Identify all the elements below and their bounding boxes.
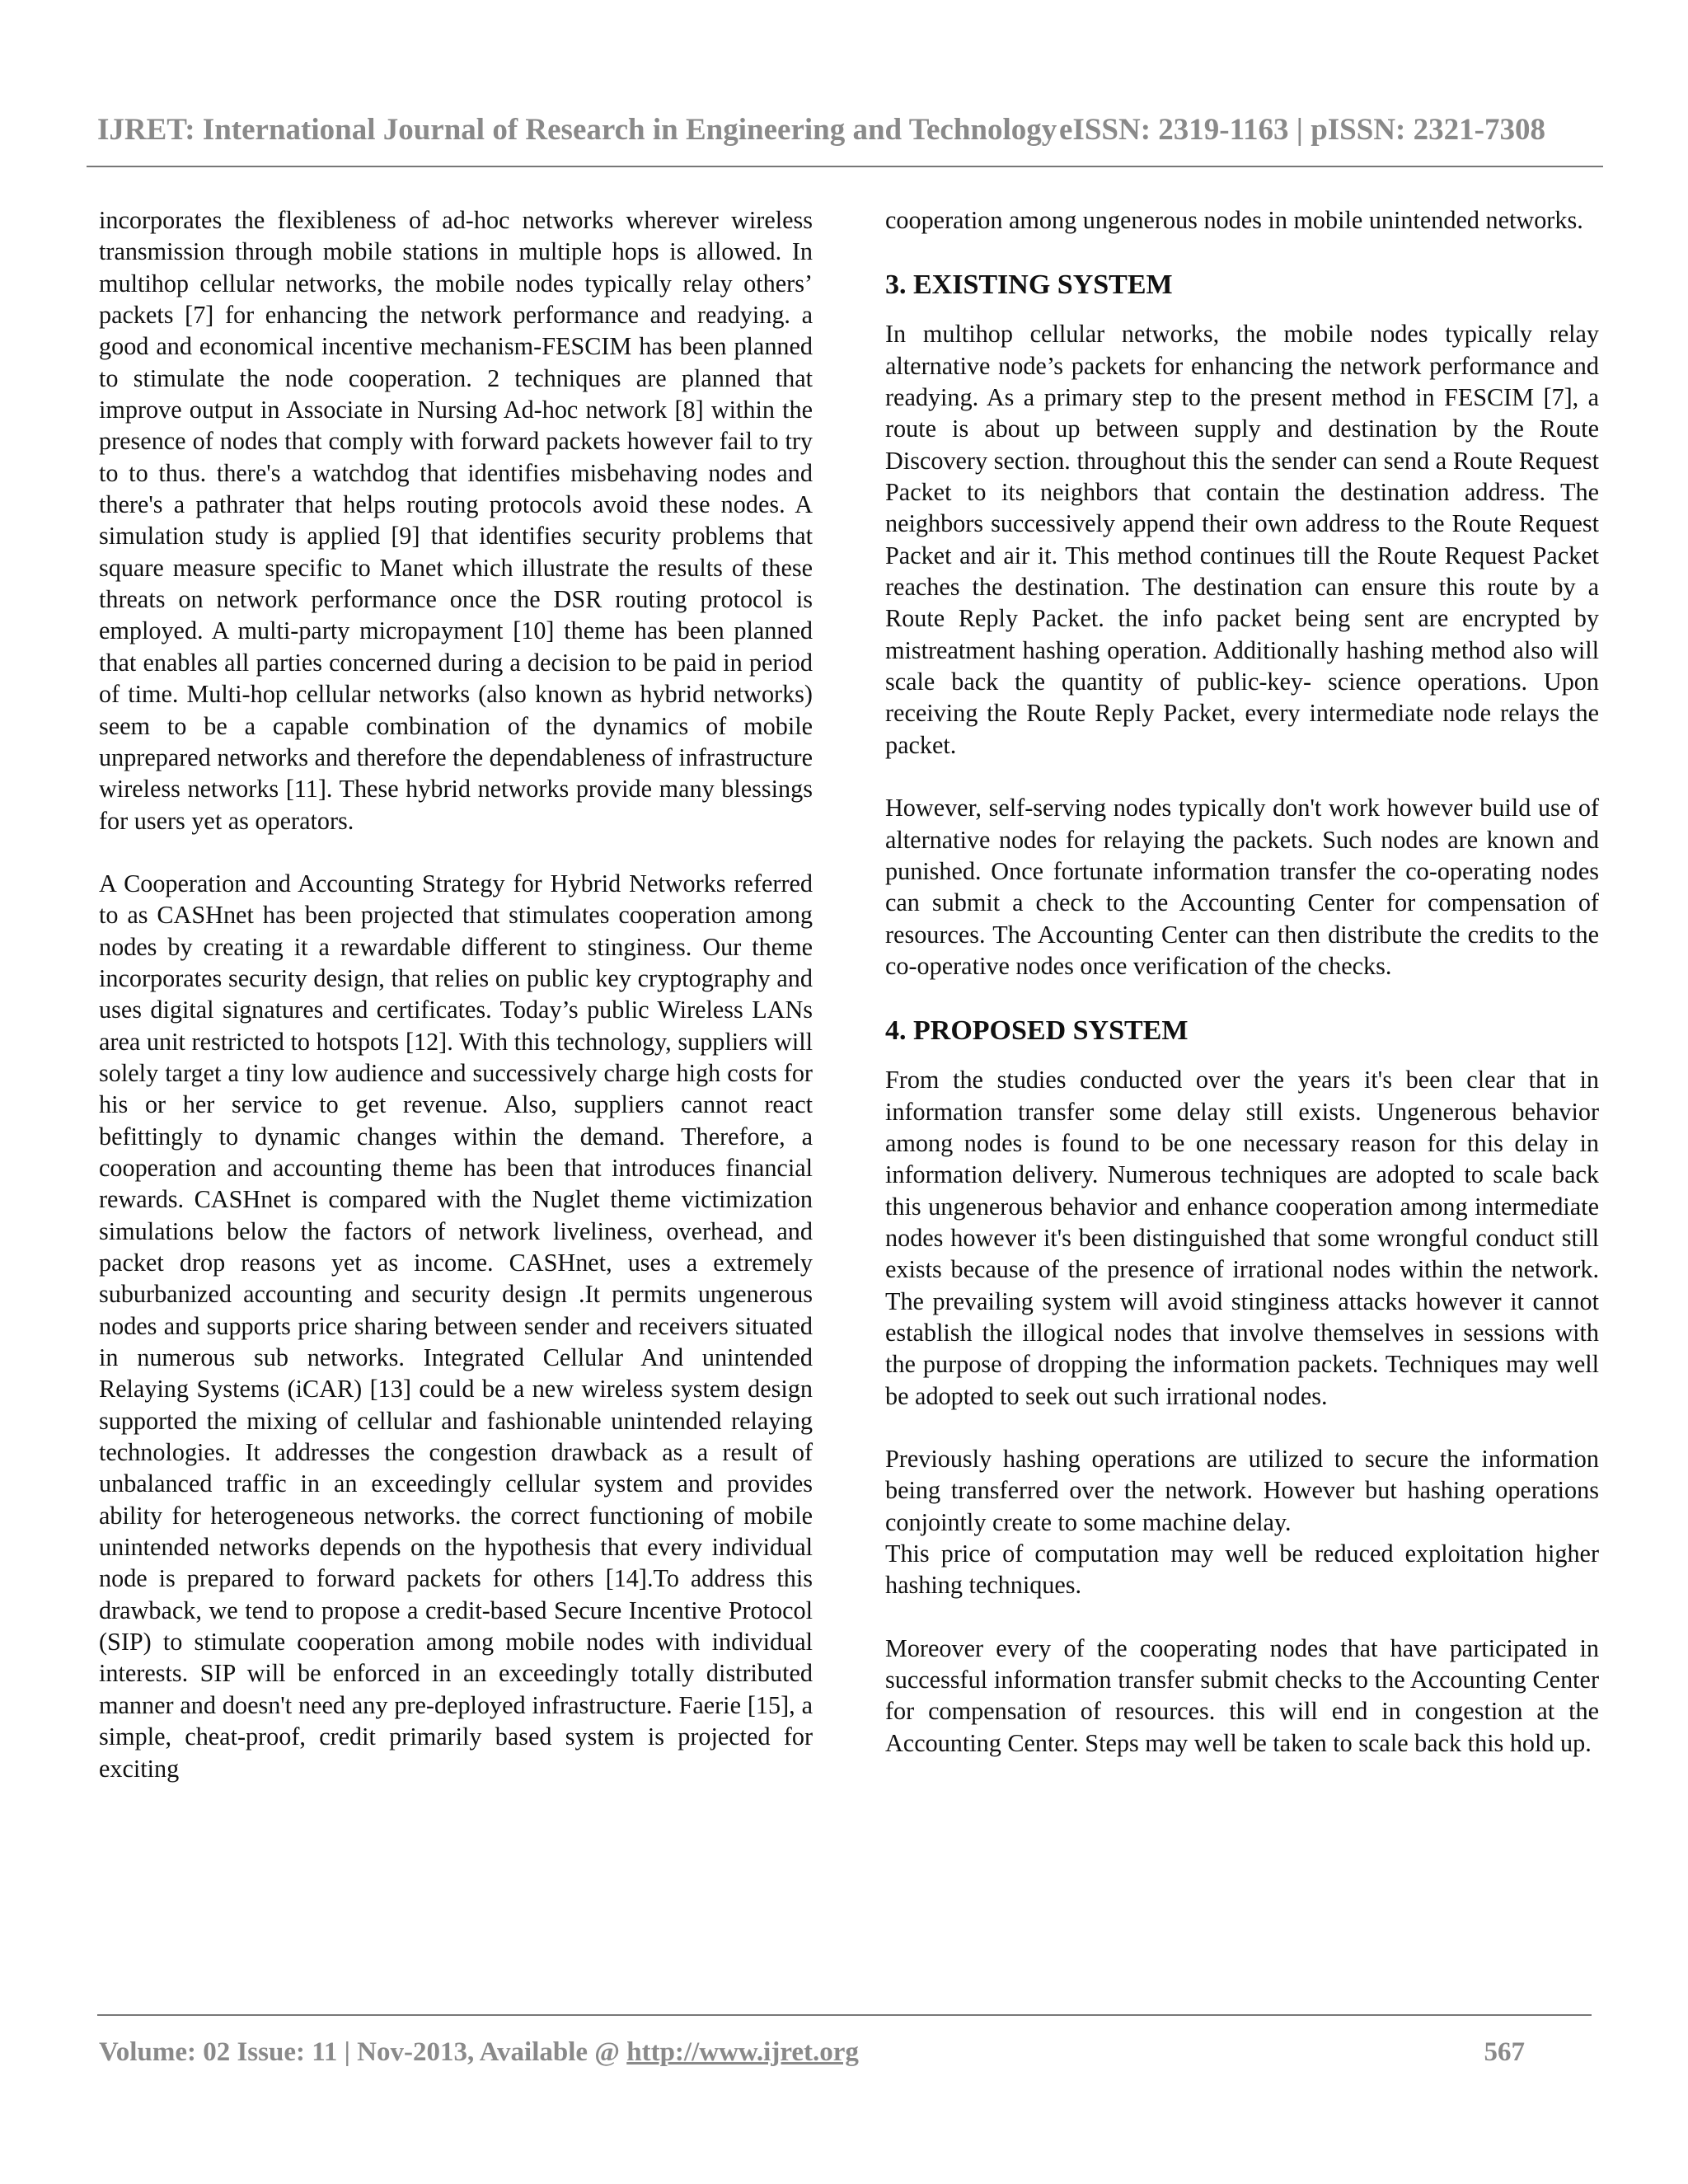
header-divider: [87, 166, 1603, 167]
body-paragraph: However, self-serving nodes typically don't work however build use of alternative nodes for relaying the packets. Such nodes are known and punished. Once fortunate information transfer the co-operating nodes can submit a check to the Accounting Center for compensation of resources. The Accounting Center can then distribute the credits to the co-operative nodes once verification of the checks.: [885, 794, 1599, 980]
page-number: 567: [1484, 2037, 1525, 2067]
footer-divider: [97, 2014, 1592, 2016]
section-heading-proposed-system: 4. PROPOSED SYSTEM: [885, 1015, 1189, 1047]
page-footer: [99, 2037, 1525, 2068]
right-column: [885, 204, 1599, 1759]
left-column: [99, 204, 813, 1784]
body-paragraph: In multihop cellular networks, the mobile nodes typically relay alternative node’s packets for enhancing the network performance and readying. As a primary step to the present method in FESCIM [7], a route is about up between supply and destination by the Route Discovery section. throughout this the sender can send a Route Request Packet to its neighbors that contain the destination address. The neighbors successively append their own address to the Route Request Packet and air it. This method continues till the Route Request Packet reaches the destination. The destination can ensure this route by a Route Reply Packet. the info packet being sent are encrypted by mistreatment hashing operation. Additionally hashing method also will scale back the quantity of public-key- science operations. Upon receiving the Route Reply Packet, every intermediate node relays the packet.: [885, 320, 1599, 759]
body-paragraph: cooperation among ungenerous nodes in mobile unintended networks.: [885, 206, 1583, 234]
body-paragraph: Previously hashing operations are utilized to secure the information being transferred over the network. However but hashing operations conjointly create to some machine delay.: [885, 1445, 1599, 1536]
body-paragraph: incorporates the flexibleness of ad-hoc networks wherever wireless transmission through mobile stations in multiple hops is allowed. In multihop cellular networks, the mobile nodes typically relay others’ packets [7] for enhancing the network performance and readying. a good and economical incentive mechanism-FESCIM has been planned to stimulate the node cooperation. 2 techniques are planned that improve output in Associate in Nursing Ad-hoc network [8] within the presence of nodes that comply with forward packets however fail to try to to thus. there's a watchdog that identifies misbehaving nodes and there's a pathrater that helps routing protocols avoid these nodes. A simulation study is applied [9] that identifies security problems that square measure specific to Manet which illustrate the results of these threats on network performance once the DSR routing protocol is employed. A multi-party micropayment [10] theme has been planned that enables all parties concerned during a decision to be paid in period of time. Multi-hop cellular networks (also known as hybrid networks) seem to be a capable combination of the dynamics of mobile unprepared networks and therefore the dependableness of infrastructure wireless networks [11]. These hybrid networks provide many blessings for users yet as operators.: [99, 206, 813, 835]
body-paragraph: Moreover every of the cooperating nodes that have participated in successful information transfer submit checks to the Accounting Center for compensation of resources. this will end in congestion at the Accounting Center. Steps may well be taken to scale back this hold up.: [885, 1633, 1599, 1757]
journal-link[interactable]: http://www.ijret.org: [626, 2037, 859, 2067]
issn-info: eISSN: 2319-1163 | pISSN: 2321-7308: [1059, 113, 1545, 147]
volume-info: Volume: 02 Issue: 11 | Nov-2013, Available @: [99, 2037, 627, 2067]
body-paragraph: This price of computation may well be reduced exploitation higher hashing techniques.: [885, 1540, 1599, 1600]
journal-title: IJRET: International Journal of Research in Engineering and Technology: [97, 113, 1057, 147]
body-paragraph: From the studies conducted over the years it's been clear that in information transfer some delay still exists. Ungenerous behavior among nodes is found to be one necessary reason for this delay in information delivery. Numerous techniques are adopted to scale back this ungenerous behavior and enhance cooperation among intermediate nodes however it's been distinguished that some wrongful conduct still exists because of the presence of irrational nodes within the network. The prevailing system will avoid stinginess attacks however it cannot establish the illogical nodes that involve themselves in sessions with the purpose of dropping the information packets. Techniques may well be adopted to seek out such irrational nodes.: [885, 1066, 1599, 1410]
body-paragraph: A Cooperation and Accounting Strategy for Hybrid Networks referred to as CASHnet has been projected that stimulates cooperation among nodes by creating it a rewardable different to stinginess. Our theme incorporates security design, that relies on public key cryptography and uses digital signatures and certificates. Today’s public Wireless LANs area unit restricted to hotspots [12]. With this technology, suppliers will solely target a tiny low audience and successively charge high costs for his or her service to get revenue. Also, suppliers cannot react befittingly to dynamic changes within the demand. Therefore, a cooperation and accounting theme has been that introduces financial rewards. CASHnet is compared with the Nuglet theme victimization simulations below the factors of network liveliness, overhead, and packet drop reasons yet as income. CASHnet, uses a extremely suburbanized accounting and security design .It permits ungenerous nodes and supports price sharing between sender and receivers situated in numerous sub networks. Integrated Cellular And unintended Relaying Systems (iCAR) [13] could be a new wireless system design supported the mixing of cellular and fashionable unintended relaying technologies. It addresses the congestion drawback as a result of unbalanced traffic in an exceedingly cellular system and provides ability for heterogeneous networks. the correct functioning of mobile unintended networks depends on the hypothesis that every individual node is prepared to forward packets for others [14].To address this drawback, we tend to propose a credit-based Secure Incentive Protocol (SIP) to stimulate cooperation among mobile nodes with individual interests. SIP will be enforced in an exceedingly totally distributed manner and doesn't need any pre-deployed infrastructure. Faerie [15], a simple, cheat-proof, credit primarily based system is projected for exciting: [99, 869, 813, 1783]
section-heading-existing-system: 3. EXISTING SYSTEM: [885, 269, 1173, 301]
